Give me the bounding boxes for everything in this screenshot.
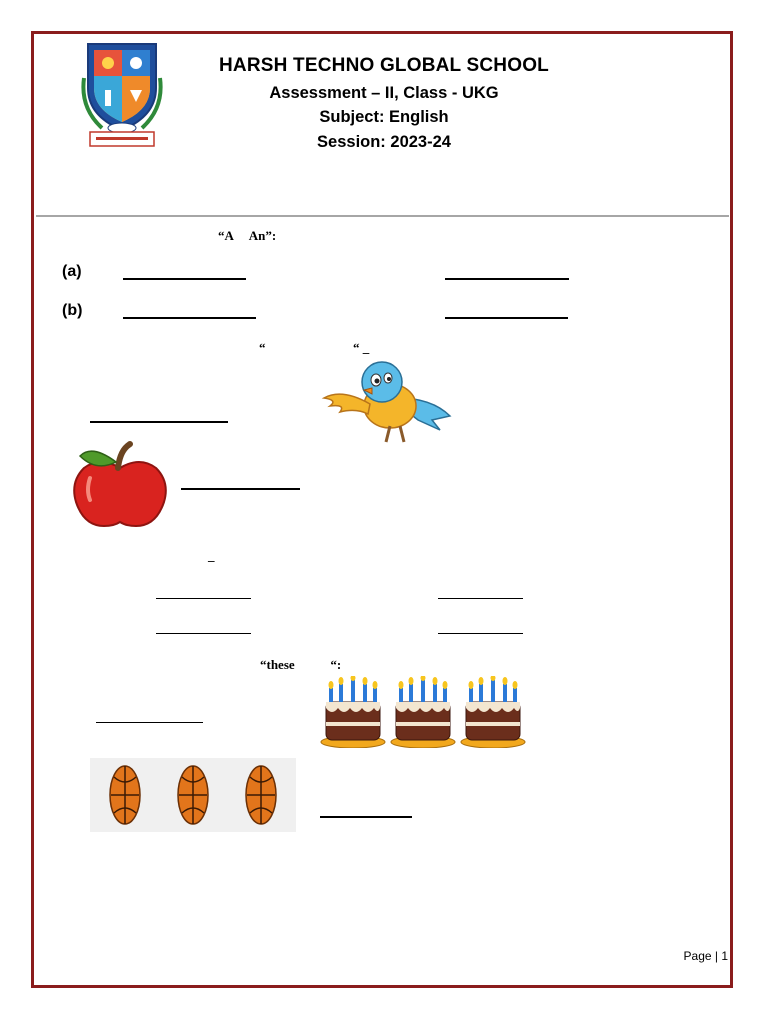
article-instruction: “A An”: [218,228,277,243]
school-name: HARSH TECHNO GLOBAL SCHOOL [219,55,549,76]
apple-icon [70,438,170,530]
cakes-group [318,676,528,748]
answer-blank[interactable] [181,488,300,490]
basketballs-group [90,758,296,832]
answer-blank[interactable] [438,633,523,634]
session-title: Session: 2023-24 [317,133,451,151]
basketball-icon [246,766,276,824]
question-label-a: (a) [62,263,82,280]
cake-icon [461,676,525,748]
answer-blank[interactable] [123,317,256,319]
quote-close: “ _ [353,340,370,355]
quote-open: “ [259,340,266,355]
answer-blank[interactable] [96,722,203,723]
header-divider [36,215,729,217]
these-instruction: “these “: [260,657,342,672]
answer-blank[interactable] [156,633,251,634]
question-label-b: (b) [62,302,83,319]
answer-blank[interactable] [156,598,251,599]
page-number: Page | 1 [683,949,728,963]
basketball-icon [178,766,208,824]
answer-blank[interactable] [123,278,246,280]
assessment-title: Assessment – II, Class - UKG [269,84,499,102]
answer-blank[interactable] [445,278,569,280]
cake-icon [391,676,455,748]
answer-blank[interactable] [320,816,412,818]
dash-mark: _ [208,548,215,563]
answer-blank[interactable] [445,317,568,319]
basketball-icon [110,766,140,824]
answer-blank[interactable] [438,598,523,599]
cake-icon [321,676,385,748]
answer-blank[interactable] [90,421,228,423]
subject-title: Subject: English [319,108,449,126]
bird-icon [320,358,454,446]
